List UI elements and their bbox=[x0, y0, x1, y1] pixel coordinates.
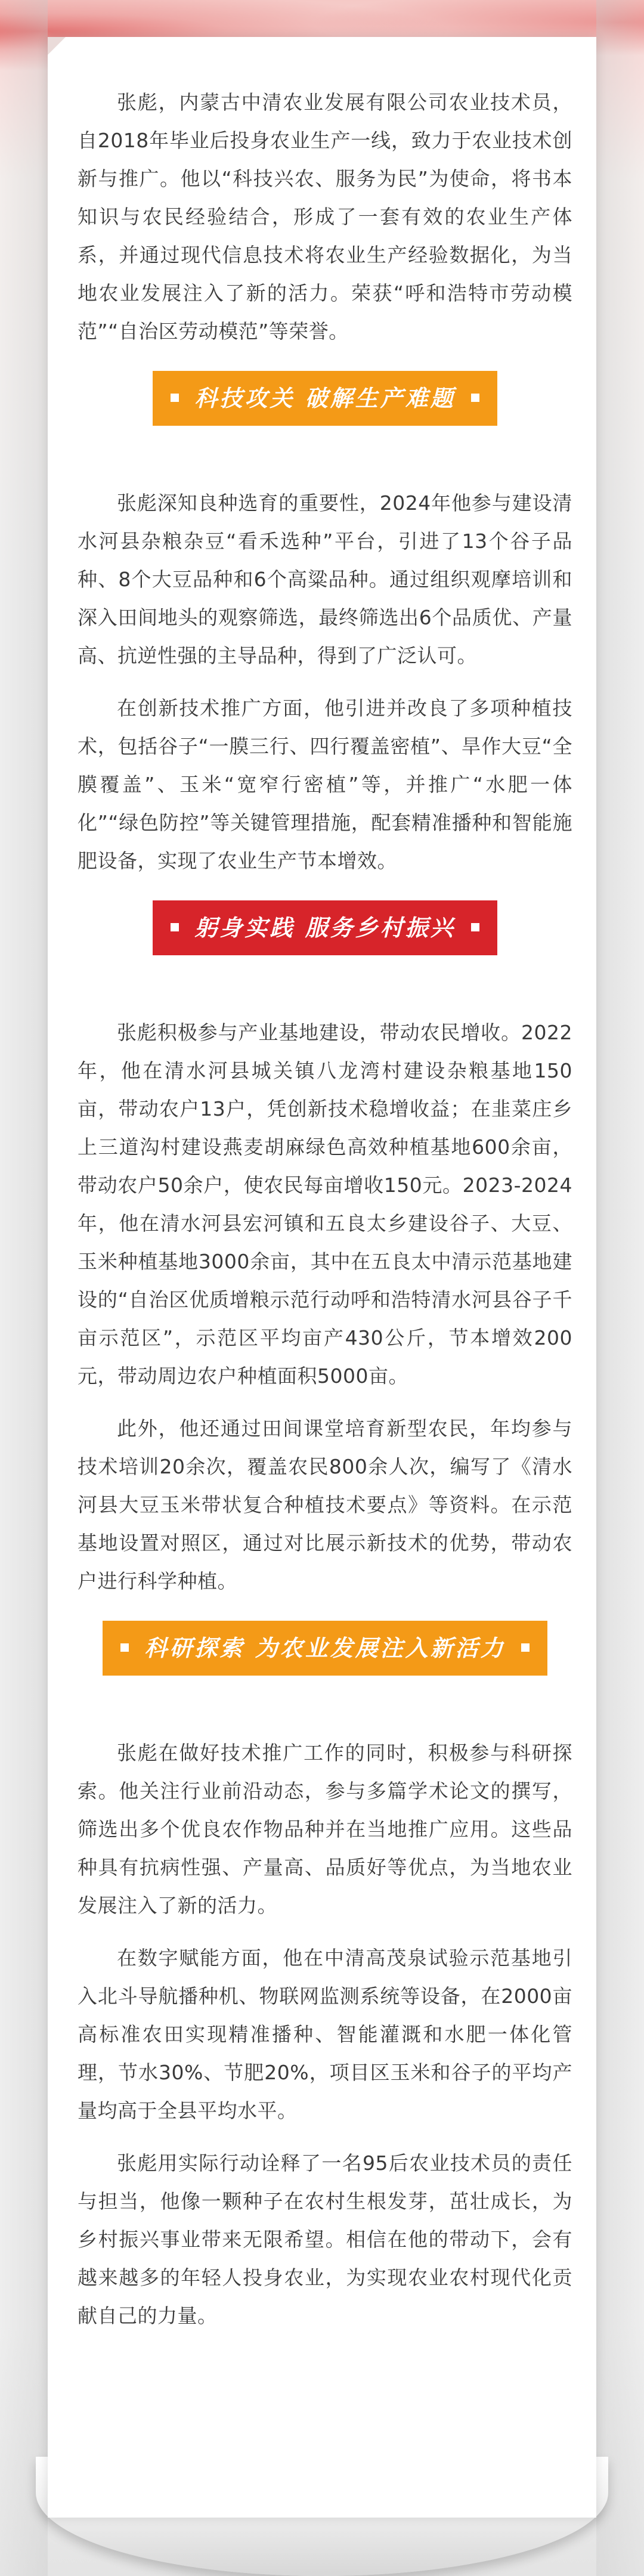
section-heading-tech bbox=[153, 371, 497, 426]
section-heading-text: 科技攻关 破解生产难题 bbox=[194, 385, 456, 411]
left-shade bbox=[0, 0, 48, 2576]
square-bullet-icon bbox=[471, 923, 479, 931]
section-heading-wrap bbox=[78, 371, 572, 426]
square-bullet-icon bbox=[171, 923, 179, 931]
paragraph: 此外，他还通过田间课堂培育新型农民，年均参与技术培训20余次，覆盖农民800余人次，编写了《清水河县大豆玉米带状复合种植技术要点》等资料。在示范基地设置对照区，通过对比展示新技术的优势，带动农户进行科学种植。 bbox=[78, 1417, 572, 1593]
section-heading-wrap bbox=[78, 1621, 572, 1676]
square-bullet-icon bbox=[120, 1643, 129, 1652]
paragraph: 张彪深知良种选育的重要性，2024年他参与建设清水河县杂粮杂豆“看禾选种”平台，引进了13个谷子品种、8个大豆品种和6个高粱品种。通过组织观摩培训和深入田间地头的观察筛选，最终筛选出6个品质优、产量高、抗逆性强的主导品种，得到了广泛认可。 bbox=[78, 491, 572, 667]
right-shade bbox=[596, 0, 644, 2576]
section-heading-text: 科研探索 为农业发展注入新活力 bbox=[144, 1635, 506, 1661]
paper-fold-corner bbox=[48, 37, 66, 55]
square-bullet-icon bbox=[171, 394, 179, 402]
paragraph: 在创新技术推广方面，他引进并改良了多项种植技术，包括谷子“一膜三行、四行覆盖密植”、旱作大豆“全膜覆盖”、玉米“宽窄行密植”等，并推广“水肥一体化”“绿色防控”等关键管理措施，配套精准播种和智能施肥设备，实现了农业生产节本增效。 bbox=[78, 696, 572, 872]
article-body bbox=[78, 83, 572, 2349]
intro-paragraph: 张彪，内蒙古中清农业发展有限公司农业技术员，自2018年毕业后投身农业生产一线，致力于农业技术创新与推广。他以“科技兴农、服务为民”为使命，将书本知识与农民经验结合，形成了一套有效的农业生产体系，并通过现代信息技术将农业生产经验数据化，为当地农业发展注入了新的活力。荣获“呼和浩特市劳动模范”“自治区劳动模范”等荣誉。 bbox=[78, 91, 572, 343]
section-heading-practice bbox=[153, 900, 497, 955]
paragraph: 张彪用实际行动诠释了一名95后农业技术员的责任与担当，他像一颗种子在农村生根发芽，茁壮成长，为乡村振兴事业带来无限希望。相信在他的带动下，会有越来越多的年轻人投身农业，为实现农业农村现代化贡献自己的力量。 bbox=[78, 2151, 572, 2327]
section-heading-text: 躬身实践 服务乡村振兴 bbox=[194, 915, 456, 941]
section-heading-wrap bbox=[78, 900, 572, 955]
paragraph: 张彪在做好技术推广工作的同时，积极参与科研探索。他关注行业前沿动态，参与多篇学术论文的撰写，筛选出多个优良农作物品种并在当地推广应用。这些品种具有抗病性强、产量高、品质好等优点，为当地农业发展注入了新的活力。 bbox=[78, 1741, 572, 1917]
square-bullet-icon bbox=[521, 1643, 530, 1652]
paragraph: 张彪积极参与产业基地建设，带动农民增收。2022年，他在清水河县城关镇八龙湾村建设杂粮基地150亩，带动农户13户，凭创新技术稳增收益；在韭菜庄乡上三道沟村建设燕麦胡麻绿色高效种植基地600余亩，带动农户50余户，使农民每亩增收150元。2023-2024年，他在清水河县宏河镇和五良太乡建设谷子、大豆、玉米种植基地3000余亩，其中在五良太中清示范基地建设的“自治区优质增粮示范行动呼和浩特清水河县谷子千亩示范区”，示范区平均亩产430公斤，节本增效200元，带动周边农户种植面积5000亩。 bbox=[78, 1021, 572, 1388]
square-bullet-icon bbox=[471, 394, 479, 402]
paragraph: 在数字赋能方面，他在中清高茂泉试验示范基地引入北斗导航播种机、物联网监测系统等设备，在2000亩高标准农田实现精准播种、智能灌溉和水肥一体化管理，节水30%、节肥20%，项目区玉米和谷子的平均产量均高于全县平均水平。 bbox=[78, 1946, 572, 2122]
section-heading-research bbox=[103, 1621, 547, 1676]
